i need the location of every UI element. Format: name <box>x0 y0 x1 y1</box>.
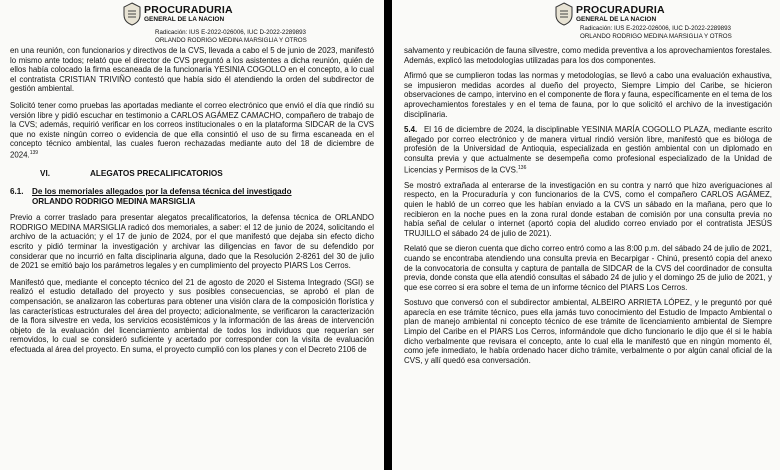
document-page-right <box>392 0 780 470</box>
radicacion-block: Radicación: IUS E-2022-026006, IUC D-2022-2289893 ORLANDO RODRIGO MEDINA MARSIGLIA Y OTROS <box>580 25 732 40</box>
radicacion-block: Radicación: IUS E-2022-026006, IUC D-2022-2289893 ORLANDO RODRIGO MEDINA MARSIGLIA Y OTROS <box>155 29 307 44</box>
paragraph: en una reunión, con funcionarios y directivos de la CVS, llevada a cabo el 5 de junio de 2023, manifestó lo mismo ante todos; relató que el director de CVS preguntó a los asistentes a dicha reunión, quién de ellos había colocado la firma escaneada de la funcionaria YESINIA COGOLLO en el concepto, a lo cual el contratista CRISTIAN TRIVIÑO contestó que había sido él atendiendo la orden del subdirector de gestión ambiental. <box>10 46 374 94</box>
paragraph: Manifestó que, mediante el concepto técnico del 21 de agosto de 2020 el Sistema Integrado (SGI) se realizó el estudio detallado del proyecto y sus posibles consecuencias, se aprobó el plan de compensación, se analizaron las coberturas para obtener una visión clara de la composición florística y las características estructurales del área del proyecto; adicionalmente, se verificaron la caracterización de la flora silvestre en veda, los servicios ecosistémicos y la información de las áreas de intervención objeto de la evaluación del licenciamiento ambiental de todos los individuos que requerían ser removidos, lo cual se consideró suficiente y acertado por corresponder con la visita de evaluación efectuada al área del proyecto. En suma, el proyecto cumplió con los planes y con el Decreto 2106 de <box>10 277 374 354</box>
paragraph: Relató que se dieron cuenta que dicho correo entró como a las 8:00 p.m. del sábado 24 de julio de 2021, cuando se encontraba atendiendo una consulta previa en Becarpigar - Chinú, presentó copia del anexo de la convocatoria de consulta y captura de pantalla de SIDCAR de la CVS del coordinador de consulta previa, donde consta que ella atendió consultas el sábado 24 de julio y el domingo 25 de julio de 2021, y que ese correo si era sobre el tema de un informe técnico del PIARS Los Cerros. <box>404 244 772 292</box>
letterhead <box>10 0 374 46</box>
section-heading: VI. ALEGATOS PRECALIFICATORIOS <box>40 169 223 179</box>
document-page-left <box>0 0 384 470</box>
paragraph: Sostuvo que conversó con el subdirector ambiental, ALBEIRO ARRIETA LÓPEZ, y le preguntó por qué aparecía en ese trámite técnico, pues ella jamás tuvo conocimiento del Estudio de Impacto Ambiental o plan de manejo ambiental ni concepto técnico de ese trámite de licenciamiento ambiental de Siempre Limpio del Caribe en el PIARS Los Cerros, informándole que dicho funcionario le dijo que él si le había dicho verbalmente que revisara el concepto, ante lo cual ella le manifestó que en ningún momento él, como jefe inmediato, le había ordenado hacer dicho trámite, verbalmente o por algún canal oficial de la CVS, y allí quedó esa conversación. <box>404 298 772 365</box>
procuraduria-seal-icon <box>122 2 142 26</box>
subsection-heading: 6.1. De los memoriales allegados por la defensa técnica del investigado ORLANDO RODRIGO MEDINA MARSIGLIA <box>10 187 292 207</box>
org-name: PROCURADURIA GENERAL DE LA NACION <box>576 4 665 23</box>
paragraph: salvamento y reubicación de fauna silvestre, como medida preventiva a los aprovechamientos forestales. Además, explicó las metodologías utilizadas para los dos componentes. <box>404 46 772 65</box>
org-name: PROCURADURIA GENERAL DE LA NACION <box>144 4 233 23</box>
paragraph: Afirmó que se cumplieron todas las normas y metodologías, se llevó a cabo una evaluación exhaustiva, se impusieron medidas acordes al dueño del proyecto, Siempre Limpio del Caribe, se hicieron observaciones de campo, intervino en el componente de flora y fauna, específicamente en el tema de los aprovechamientos forestales y en el tema de fauna, por lo que solicitó el archivo de la investigación disciplinaria. <box>404 71 772 119</box>
procuraduria-seal-icon <box>554 2 574 26</box>
paragraph: Solicitó tener como pruebas las aportadas mediante el correo electrónico que envió el día que rindió su versión libre y pidió escuchar en testimonio a CARLOS AGÁMEZ CAMACHO, compañero de trabajo de la CVS; además, requirió verificar en los correos institucionales o en la plataforma SIDCAR de la CVS que no existe ningún correo o evidencia de que ella consintió el uso de su firma escaneada en el concepto técnico ambiental, las cuales fueron rechazadas mediante auto del 18 de diciembre de 2024.$^{139}$ <box>10 100 374 160</box>
paragraph: Previo a correr traslado para presentar alegatos precalificatorios, la defensa técnica de ORLANDO RODRIGO MEDINA MARSIGLIA radicó dos memoriales, a saber: el 12 de junio de 2024, solicitando el archivo de la actuación; y el 17 de junio de 2024, por el que manifestó que dejaba sin efecto dicho escrito y pidió terminar la investigación y archivar las diligencias en favor de su defendido por considerar que no incurrió en falta disciplinaria alguna, dado que la Resolución 2-8261 del 30 de julio de 2021 se emitió bajo los parámetros legales y en cumplimiento del proyecto PIARS Los Cerros. <box>10 213 374 271</box>
paragraph: Se mostró extrañada al enterarse de la investigación en su contra y narró que hizo averiguaciones al respecto, en la Procuraduría y con funcionarios de la CVS, como el compañero CARLOS AGÁMEZ, quien le habló de un correo que les habían enviado a la CVS un sábado en la mañana, pero que lo recibieron en la noche pues en la zona rural donde estaban de comisión por una consulta previa no había señal de celular o internet (aportó copia del aludido correo enviado por el contratista JESÚS TRUJILLO el sábado 24 de julio de 2021). <box>404 180 772 238</box>
letterhead <box>404 0 772 46</box>
paragraph: 5.4. El 16 de diciembre de 2024, la disciplinable YESINIA MARÍA COGOLLO PLAZA, mediante escrito allegado por correo electrónico y de manera virtual rindió versión libre, manifestó que es bióloga de profesión de la Universidad de Antioquia, especializada en gestión ambiental con un diplomado en consulta previa y que actualmente se desempeña como profesional especializado de la Unidad de Licencias y Permisos de la CVS.$^{136}$ <box>404 125 772 175</box>
